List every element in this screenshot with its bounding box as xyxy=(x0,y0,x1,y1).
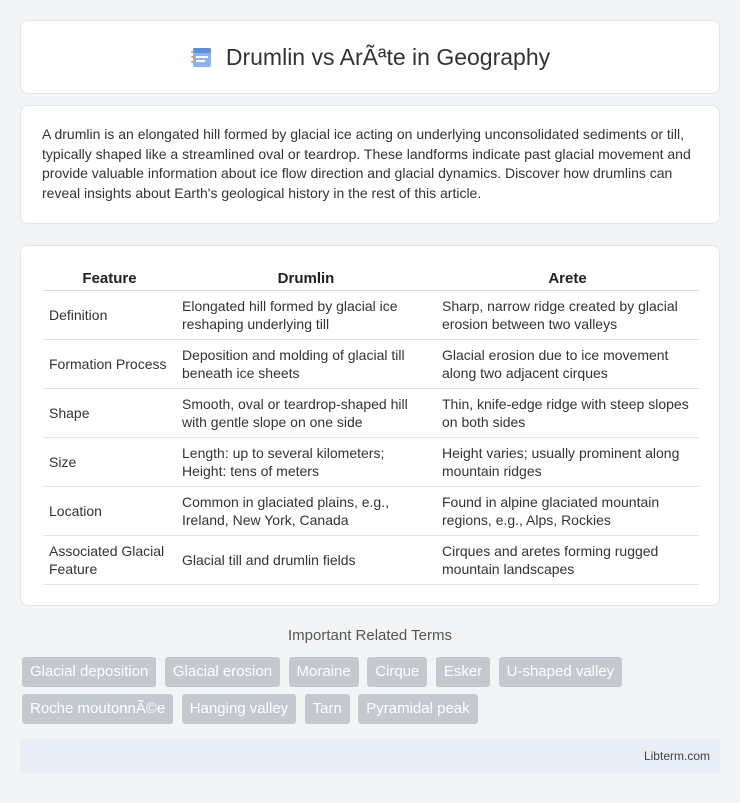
drumlin-cell: Length: up to several kilometers; Height: tens of meters xyxy=(176,438,436,487)
feature-cell: Associated Glacial Feature xyxy=(43,536,176,585)
feature-cell: Shape xyxy=(43,389,176,438)
feature-cell: Location xyxy=(43,487,176,536)
term-tag-esker[interactable]: Esker xyxy=(436,657,490,687)
header-drumlin: Drumlin xyxy=(176,264,436,291)
feature-cell: Formation Process xyxy=(43,340,176,389)
arete-cell: Glacial erosion due to ice movement along two adjacent cirques xyxy=(436,340,699,389)
title-card xyxy=(20,20,720,94)
related-terms-heading: Important Related Terms xyxy=(288,627,452,644)
table-row xyxy=(43,340,699,389)
term-tag-roche-moutonnee[interactable]: Roche moutonnÃ©e xyxy=(22,694,173,724)
arete-cell: Cirques and aretes forming rugged mountain landscapes xyxy=(436,536,699,585)
page-title: Drumlin vs ArÃªte in Geography xyxy=(225,43,551,70)
drumlin-cell: Common in glaciated plains, e.g., Ireland, New York, Canada xyxy=(176,487,436,536)
drumlin-cell: Glacial till and drumlin fields xyxy=(176,536,436,585)
intro-text: A drumlin is an elongated hill formed by glacial ice acting on underlying unconsolidated sediments or till, typically shaped like a streamlined oval or teardrop. These landforms indicate past glacial movement and provide valuable information about ice flow direction and glacial dynamics. Discover how drumlins can reveal insights about Earth's geological history in the rest of this article. xyxy=(42,126,691,201)
term-tag-tarn[interactable]: Tarn xyxy=(305,694,350,724)
term-tag-glacial-erosion[interactable]: Glacial erosion xyxy=(165,657,280,687)
term-tag-pyramidal-peak[interactable]: Pyramidal peak xyxy=(358,694,477,724)
comparison-card xyxy=(20,245,720,606)
document-icon xyxy=(190,45,214,69)
feature-cell: Size xyxy=(43,438,176,487)
table-row xyxy=(43,438,699,487)
term-tag-u-shaped-valley[interactable]: U-shaped valley xyxy=(499,657,623,687)
term-tag-cirque[interactable]: Cirque xyxy=(367,657,427,687)
term-tag-moraine[interactable]: Moraine xyxy=(289,657,359,687)
table-row xyxy=(43,291,699,340)
arete-cell: Thin, knife-edge ridge with steep slopes on both sides xyxy=(436,389,699,438)
header-arete: Arete xyxy=(436,264,699,291)
arete-cell: Found in alpine glaciated mountain regions, e.g., Alps, Rockies xyxy=(436,487,699,536)
drumlin-cell: Elongated hill formed by glacial ice reshaping underlying till xyxy=(176,291,436,340)
table-row xyxy=(43,487,699,536)
term-tag-glacial-deposition[interactable]: Glacial deposition xyxy=(22,657,156,687)
footer xyxy=(20,739,720,773)
drumlin-cell: Smooth, oval or teardrop-shaped hill with gentle slope on one side xyxy=(176,389,436,438)
intro-card xyxy=(20,105,720,224)
drumlin-cell: Deposition and molding of glacial till beneath ice sheets xyxy=(176,340,436,389)
feature-cell: Definition xyxy=(43,291,176,340)
term-tag-hanging-valley[interactable]: Hanging valley xyxy=(182,694,296,724)
related-terms-list xyxy=(22,657,722,731)
arete-cell: Height varies; usually prominent along mountain ridges xyxy=(436,438,699,487)
comparison-table xyxy=(43,264,699,585)
header-feature: Feature xyxy=(43,264,176,291)
arete-cell: Sharp, narrow ridge created by glacial erosion between two valleys xyxy=(436,291,699,340)
footer-site-link[interactable]: Libterm.com xyxy=(643,749,710,763)
table-header-row xyxy=(43,264,699,291)
table-row xyxy=(43,536,699,585)
table-row xyxy=(43,389,699,438)
